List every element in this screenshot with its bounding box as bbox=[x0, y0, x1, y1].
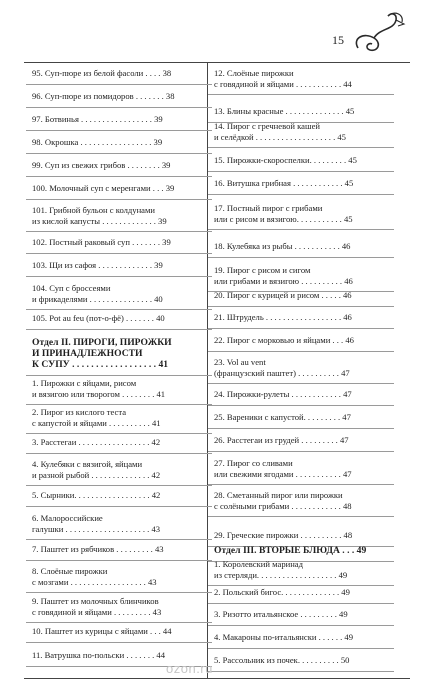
toc-entry-line: 3. Расстегаи . . . . . . . . . . . . . . . . . 42 bbox=[32, 437, 161, 447]
toc-entry-line: 11. Ватрушка по-польски . . . . . . . 44 bbox=[32, 650, 166, 660]
toc-entry bbox=[32, 513, 160, 534]
entry-separator bbox=[26, 560, 212, 561]
entry-separator bbox=[26, 199, 212, 200]
toc-entry-line: из кислой капусты . . . . . . . . . . . . . 39 bbox=[32, 215, 167, 226]
toc-entry bbox=[32, 566, 157, 587]
toc-entry bbox=[214, 335, 354, 346]
entry-separator bbox=[208, 229, 394, 230]
entry-separator bbox=[208, 171, 394, 172]
toc-entry-line: 25. Вареники с капустой. . . . . . . . . 47 bbox=[214, 412, 351, 422]
entry-separator bbox=[26, 592, 212, 593]
toc-entry-line: 95. Суп-пюре из белой фасоли . . . . 38 bbox=[32, 68, 172, 78]
toc-entry-line: 100. Молочный суп с меренгами . . . 39 bbox=[32, 183, 175, 193]
entry-separator bbox=[26, 231, 212, 232]
toc-entry bbox=[32, 68, 171, 79]
bottom-rule bbox=[24, 678, 410, 679]
toc-entry-line: 4. Кулебяки с вязигой, яйцами bbox=[32, 459, 143, 469]
toc-entry-line: или с рисом и вязигою. . . . . . . . . . . 45 bbox=[214, 213, 353, 224]
toc-entry-line: 15. Пирожки-скороспелки. . . . . . . . . 45 bbox=[214, 155, 357, 165]
toc-entry-line: из стерляди. . . . . . . . . . . . . . . . . . . 49 bbox=[214, 569, 348, 580]
toc-entry-line: Отдел III. ВТОРЫЕ БЛЮДА . . . 49 bbox=[214, 545, 367, 556]
toc-entry-line: 2. Польский бигос. . . . . . . . . . . . . . 49 bbox=[214, 587, 350, 597]
page-number: 15 bbox=[332, 33, 344, 47]
toc-entry-line: 14. Пирог с гречневой кашей bbox=[214, 121, 321, 131]
toc-entry bbox=[214, 68, 352, 89]
toc-entry-line: и фрикаделями . . . . . . . . . . . . . . . 40 bbox=[32, 293, 163, 304]
entry-separator bbox=[26, 539, 212, 540]
toc-entry bbox=[32, 378, 165, 399]
entry-separator bbox=[208, 147, 394, 148]
toc-entry bbox=[214, 559, 347, 580]
toc-entry-line: 8. Слоёные пирожки bbox=[32, 566, 108, 576]
entry-separator bbox=[208, 451, 394, 452]
entry-separator bbox=[208, 625, 394, 626]
toc-entry bbox=[214, 412, 351, 423]
toc-entry bbox=[214, 203, 353, 224]
toc-entry-line: 16. Витушка грибная . . . . . . . . . . . . 45 bbox=[214, 178, 354, 188]
toc-entry bbox=[214, 106, 354, 117]
toc-entry-line: и разной рыбой . . . . . . . . . . . . . . 42 bbox=[32, 469, 161, 480]
toc-entry-line: 9. Паштет из молочных блинчиков bbox=[32, 596, 159, 606]
toc-entry bbox=[32, 237, 171, 248]
toc-entry-line: 102. Постный раковый суп . . . . . . . 39 bbox=[32, 237, 171, 247]
toc-entry bbox=[214, 655, 349, 666]
entry-separator bbox=[26, 329, 212, 330]
entry-separator bbox=[208, 671, 394, 672]
toc-entry-line: 3. Ризотто итальянское . . . . . . . . . 49 bbox=[214, 609, 348, 619]
toc-entry-line: 19. Пирог с рисом и сигом bbox=[214, 265, 311, 275]
toc-entry bbox=[32, 437, 160, 448]
toc-entry-line: (французский паштет) . . . . . . . . . . 47 bbox=[214, 367, 350, 378]
ozon-watermark: ozon.ru bbox=[166, 661, 213, 676]
entry-separator bbox=[208, 94, 394, 95]
entry-separator bbox=[26, 253, 212, 254]
toc-entry bbox=[214, 632, 353, 643]
entry-separator bbox=[26, 485, 212, 486]
toc-entry-line: 97. Ботвинья . . . . . . . . . . . . . . . . . 39 bbox=[32, 114, 163, 124]
toc-entry-line: 17. Постный пирог с грибами bbox=[214, 203, 323, 213]
toc-entry bbox=[32, 544, 164, 555]
toc-entry-line: галушки . . . . . . . . . . . . . . . . . . . . 43 bbox=[32, 523, 161, 534]
toc-entry bbox=[214, 290, 352, 301]
entry-separator bbox=[26, 176, 212, 177]
entry-separator bbox=[208, 351, 394, 352]
toc-entry bbox=[214, 357, 350, 378]
toc-entry bbox=[32, 313, 165, 324]
toc-entry-line: 98. Окрошка . . . . . . . . . . . . . . . . . 39 bbox=[32, 137, 163, 147]
entry-separator bbox=[208, 194, 394, 195]
toc-entry-line: 6. Малороссийские bbox=[32, 513, 103, 523]
toc-entry-line: 22. Пирог с морковью и яйцами . . . 46 bbox=[214, 335, 354, 345]
toc-entry bbox=[32, 205, 167, 226]
toc-entry bbox=[32, 459, 160, 480]
entry-separator bbox=[26, 84, 212, 85]
toc-entry-line: и селёдкой . . . . . . . . . . . . . . . . . . . 45 bbox=[214, 131, 346, 142]
entry-separator bbox=[26, 642, 212, 643]
toc-entry bbox=[214, 490, 352, 511]
toc-entry-line: 101. Грибной бульон с колдунами bbox=[32, 205, 156, 215]
toc-entry bbox=[214, 435, 349, 446]
toc-entry-line: Отдел II. ПИРОГИ, ПИРОЖКИ bbox=[32, 337, 172, 348]
toc-entry bbox=[32, 183, 174, 194]
entry-separator bbox=[26, 309, 212, 310]
toc-entry-line: 96. Суп-пюре из помидоров . . . . . . . 38 bbox=[32, 91, 175, 101]
toc-entry-line: 23. Vol au vent bbox=[214, 357, 266, 367]
entry-separator bbox=[26, 130, 212, 131]
entry-separator bbox=[208, 484, 394, 485]
toc-entry-line: 12. Слоёные пирожки bbox=[214, 68, 294, 78]
toc-entry bbox=[32, 160, 170, 171]
toc-entry-line: 1. Королевский маринад bbox=[214, 559, 303, 569]
toc-entry-line: 13. Блины красные . . . . . . . . . . . . . . 45 bbox=[214, 106, 355, 116]
toc-entry bbox=[214, 530, 352, 541]
entry-separator bbox=[208, 306, 394, 307]
toc-entry bbox=[32, 490, 160, 501]
toc-entry-line: 5. Рассольник из почек. . . . . . . . . . 50 bbox=[214, 655, 350, 665]
toc-entry bbox=[214, 609, 348, 620]
entry-separator bbox=[26, 153, 212, 154]
toc-entry-line: с солёными грибами . . . . . . . . . . . . 48 bbox=[214, 500, 352, 511]
toc-entry-line: 24. Пирожки-рулеты . . . . . . . . . . . . 47 bbox=[214, 389, 352, 399]
toc-entry-line: И ПРИНАДЛЕЖНОСТИ bbox=[32, 348, 143, 359]
entry-separator bbox=[208, 405, 394, 406]
toc-entry-line: К СУПУ . . . . . . . . . . . . . . . . . . 41 bbox=[32, 359, 169, 370]
toc-entry-line: 105. Pot au feu (пот-о-фё) . . . . . . . 40 bbox=[32, 313, 165, 323]
toc-entry-line: с капустой и яйцами . . . . . . . . . . 41 bbox=[32, 417, 161, 428]
toc-entry-line: с говядиной и яйцами . . . . . . . . . 43 bbox=[32, 606, 162, 617]
entry-separator bbox=[26, 433, 212, 434]
entry-separator bbox=[26, 622, 212, 623]
toc-entry-line: 21. Штрудель . . . . . . . . . . . . . . . . . . 46 bbox=[214, 312, 352, 322]
toc-entry-line: 5. Сырники. . . . . . . . . . . . . . . . . . 42 bbox=[32, 490, 161, 500]
toc-entry bbox=[214, 389, 352, 400]
toc-entry-line: 10. Паштет из курицы с яйцами . . . 44 bbox=[32, 626, 172, 636]
entry-separator bbox=[26, 506, 212, 507]
toc-entry bbox=[32, 91, 175, 102]
toc-entry-line: 2. Пирог из кислого теста bbox=[32, 407, 127, 417]
entry-separator bbox=[208, 516, 394, 517]
toc-entry-line: 99. Суп из свежих грибов . . . . . . . . 39 bbox=[32, 160, 171, 170]
toc-entry bbox=[214, 241, 350, 252]
toc-entry bbox=[214, 265, 353, 286]
entry-separator bbox=[26, 404, 212, 405]
entry-separator bbox=[26, 375, 212, 376]
entry-separator bbox=[26, 453, 212, 454]
toc-entry bbox=[32, 260, 163, 271]
toc-entry bbox=[32, 283, 163, 304]
toc-entry-line: 26. Расстегаи из грудей . . . . . . . . . 47 bbox=[214, 435, 349, 445]
toc-entry bbox=[32, 596, 161, 617]
toc-entry-line: 103. Щи из сафоя . . . . . . . . . . . . . 39 bbox=[32, 260, 163, 270]
entry-separator bbox=[208, 383, 394, 384]
toc-entry bbox=[214, 155, 357, 166]
toc-entry bbox=[214, 587, 350, 598]
toc-entry bbox=[32, 626, 172, 637]
entry-separator bbox=[26, 107, 212, 108]
toc-entry bbox=[32, 650, 165, 661]
entry-separator bbox=[208, 328, 394, 329]
section-heading bbox=[32, 337, 172, 370]
dragon-ornament-icon bbox=[350, 8, 410, 58]
toc-entry bbox=[214, 458, 352, 479]
toc-entry-line: 18. Кулебяка из рыбы . . . . . . . . . . . 46 bbox=[214, 241, 351, 251]
top-rule bbox=[24, 62, 410, 63]
entry-separator bbox=[208, 428, 394, 429]
toc-entry bbox=[32, 137, 162, 148]
toc-entry-line: 104. Суп с броссеями bbox=[32, 283, 111, 293]
toc-entry-line: или грибами и вязигою . . . . . . . . . . 46 bbox=[214, 275, 353, 286]
entry-separator bbox=[208, 648, 394, 649]
toc-entry bbox=[214, 312, 352, 323]
toc-entry-line: 4. Макароны по-итальянски . . . . . . 49 bbox=[214, 632, 354, 642]
toc-entry bbox=[32, 114, 163, 125]
toc-entry-line: 7. Паштет из рябчиков . . . . . . . . . 43 bbox=[32, 544, 164, 554]
toc-entry bbox=[214, 178, 353, 189]
entry-separator bbox=[26, 276, 212, 277]
toc-entry bbox=[32, 407, 161, 428]
toc-entry-line: 27. Пирог со сливами bbox=[214, 458, 293, 468]
toc-entry-line: 28. Сметанный пирог или пирожки bbox=[214, 490, 343, 500]
toc-entry-line: 1. Пирожки с яйцами, рисом bbox=[32, 378, 137, 388]
toc-entry bbox=[214, 121, 346, 142]
toc-entry-line: с мозгами . . . . . . . . . . . . . . . . . . 43 bbox=[32, 576, 157, 587]
entry-separator bbox=[208, 257, 394, 258]
toc-entry-line: 20. Пирог с курицей и рисом . . . . . 46 bbox=[214, 290, 352, 300]
toc-entry-line: или свежими ягодами . . . . . . . . . . . 47 bbox=[214, 468, 352, 479]
entry-separator bbox=[208, 603, 394, 604]
section-heading bbox=[214, 545, 366, 556]
toc-entry-line: 29. Греческие пирожки . . . . . . . . . . 48 bbox=[214, 530, 353, 540]
toc-entry-line: и вязигою или творогом . . . . . . . . 41 bbox=[32, 388, 166, 399]
entry-separator bbox=[208, 585, 394, 586]
toc-entry-line: с говядиной и яйцами . . . . . . . . . . . 44 bbox=[214, 78, 352, 89]
